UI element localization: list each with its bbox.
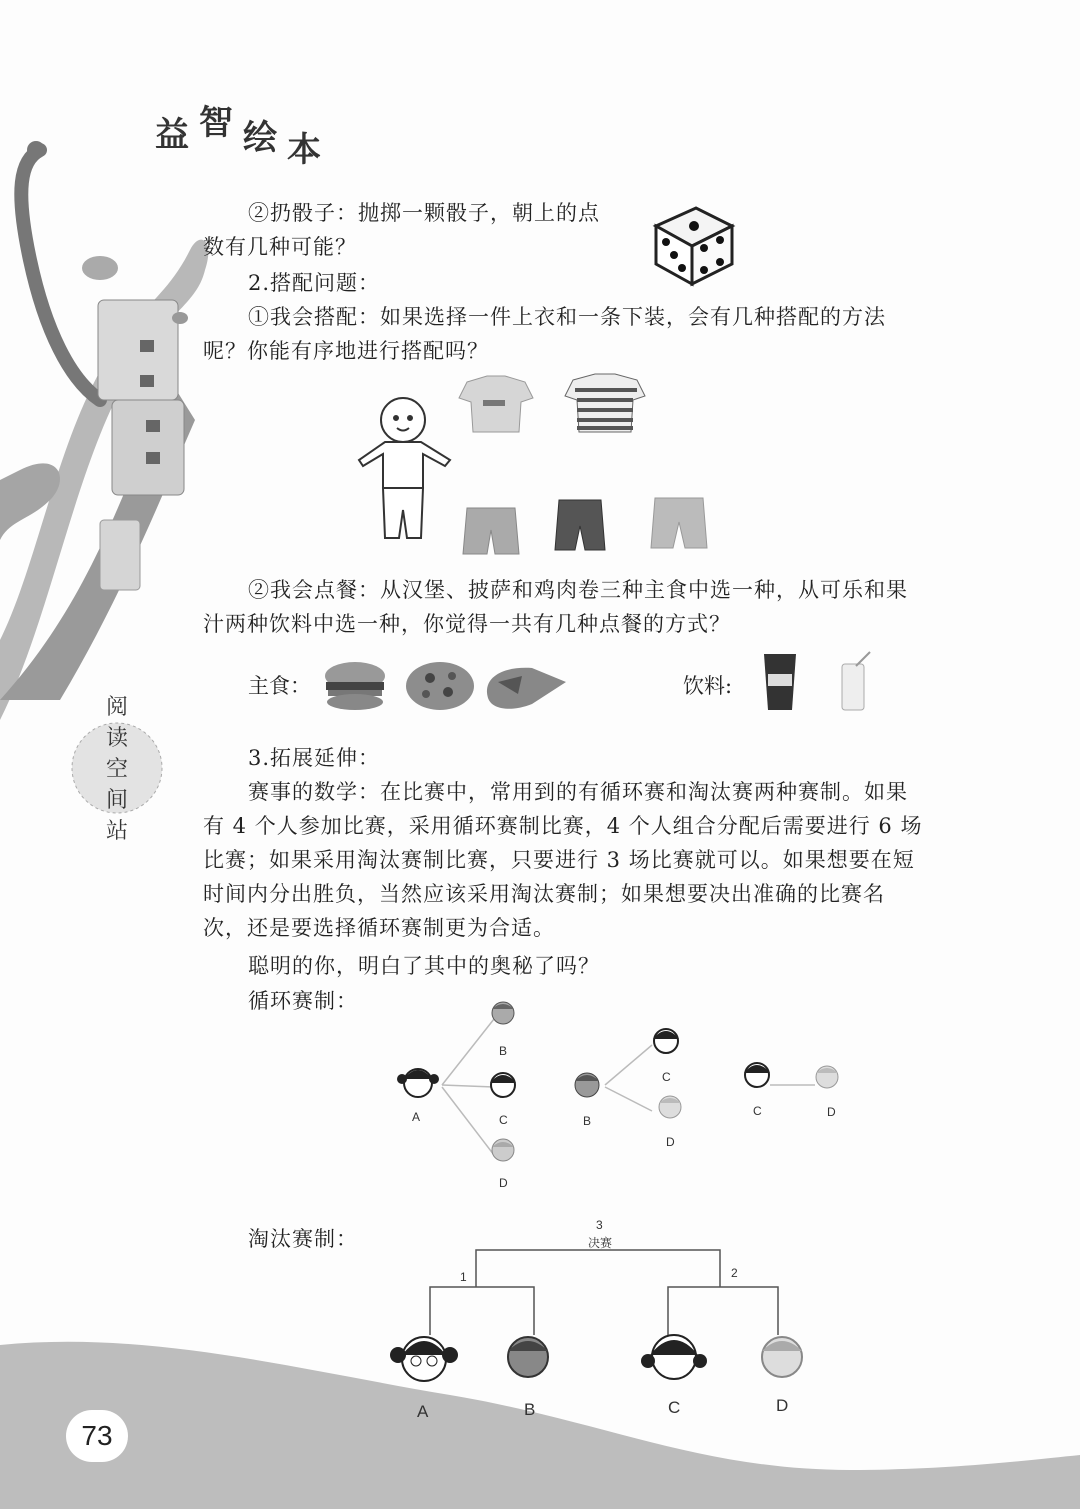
girl-glasses-avatar-icon [390,1337,458,1381]
boy-dark-avatar-icon [508,1337,548,1377]
ko-player-label: B [524,1400,536,1419]
drinks-illustration [758,650,898,715]
rr-player-label: D [499,1176,508,1190]
side-char: 空 [105,757,128,782]
round-robin-diagram [390,995,870,1195]
girl-avatar-icon [744,1063,770,1087]
shorts-dark-icon [555,500,605,550]
chicken-wrap-icon [487,668,566,709]
girl-avatar-icon [653,1029,679,1053]
shorts-light-icon [651,498,707,548]
cola-cup-icon [764,654,796,710]
side-char: 读 [105,726,128,751]
tshirt-white-icon [459,376,533,432]
rr-player-label: B [583,1114,592,1128]
staple-food-label: 主食： [248,674,311,698]
dice-question-line2: 数有几种可能？ [203,235,357,259]
burger-icon [325,662,385,710]
tournament-text-line: 次，还是要选择循环赛制更为合适。 [203,916,555,940]
reading-station-label [100,692,134,847]
rr-player-label: D [666,1135,675,1149]
book-series-title [155,95,355,170]
title-char: 本 [287,130,321,170]
match-number: 2 [731,1266,738,1280]
final-match-label: 决赛 [588,1236,613,1250]
tshirt-striped-icon [565,374,645,432]
ko-player-label: A [417,1402,429,1421]
section2-heading: 2.搭配问题： [248,271,381,295]
girl-glasses-avatar-icon [397,1069,439,1097]
title-char: 益 [155,115,189,155]
juice-glass-icon [842,652,870,710]
dice-icon [648,198,738,288]
section3-heading: 3.拓展延伸： [248,746,381,770]
boy-dark-avatar-icon [575,1073,599,1097]
rr-player-label: C [662,1070,671,1084]
girl-avatar-icon [490,1073,516,1097]
clothing-illustration [355,370,725,565]
boy-light-avatar-icon [492,1139,514,1161]
ko-player-label: C [668,1398,681,1417]
side-char: 站 [105,819,128,844]
ko-player-label: D [776,1396,789,1415]
final-match-number: 3 [596,1218,603,1232]
ordering-question-line1: ②我会点餐：从汉堡、披萨和鸡肉卷三种主食中选一种，从可乐和果 [248,578,908,602]
page-number: 73 [66,1410,128,1462]
rr-player-label: A [412,1110,421,1124]
pizza-icon [406,662,474,710]
round-robin-label: 循环赛制： [248,989,358,1013]
boy-light-avatar-icon [762,1337,802,1377]
title-char: 绘 [243,118,277,158]
shorts-gray-icon [463,508,519,554]
side-char: 间 [105,788,128,813]
closing-question: 聪明的你，明白了其中的奥秘了吗？ [248,954,600,978]
matching-question-line1: ①我会搭配：如果选择一件上衣和一条下装，会有几种搭配的方法 [248,305,886,329]
knockout-label: 淘汰赛制： [248,1227,358,1251]
boy-light-avatar-icon [659,1096,681,1118]
rr-player-label: C [753,1104,762,1118]
match-number: 1 [460,1270,467,1284]
side-char: 阅 [105,695,128,720]
tournament-text-line: 有 4 个人参加比赛，采用循环赛制比赛，4 个人组合分配后需要进行 6 场 [203,814,923,838]
boy-outline-icon [359,398,450,538]
knockout-players [380,1325,830,1395]
drink-label: 饮料: [683,674,733,698]
dice-question-line1: ②扔骰子：抛掷一颗骰子，朝上的点 [248,201,600,225]
rr-player-label: D [827,1105,836,1119]
girl-avatar-icon [641,1335,707,1379]
boy-dark-avatar-icon [492,1002,514,1024]
tournament-text-line: 时间内分出胜负，当然应该采用淘汰赛制；如果想要决出准确的比赛名 [203,882,885,906]
rr-player-label: B [499,1044,508,1058]
matching-question-line2: 呢？你能有序地进行搭配吗？ [203,339,489,363]
ordering-question-line2: 汁两种饮料中选一种，你觉得一共有几种点餐的方式？ [203,612,731,636]
tournament-text-line: 比赛；如果采用淘汰赛制比赛，只要进行 3 场比赛就可以。如果想要在短 [203,848,915,872]
tournament-text-line: 赛事的数学：在比赛中，常用到的有循环赛和淘汰赛两种赛制。如果 [248,780,908,804]
title-char: 智 [199,103,233,143]
boy-light-avatar-icon [816,1066,838,1088]
staple-foods-illustration [322,658,572,718]
rr-player-label: C [499,1113,508,1127]
